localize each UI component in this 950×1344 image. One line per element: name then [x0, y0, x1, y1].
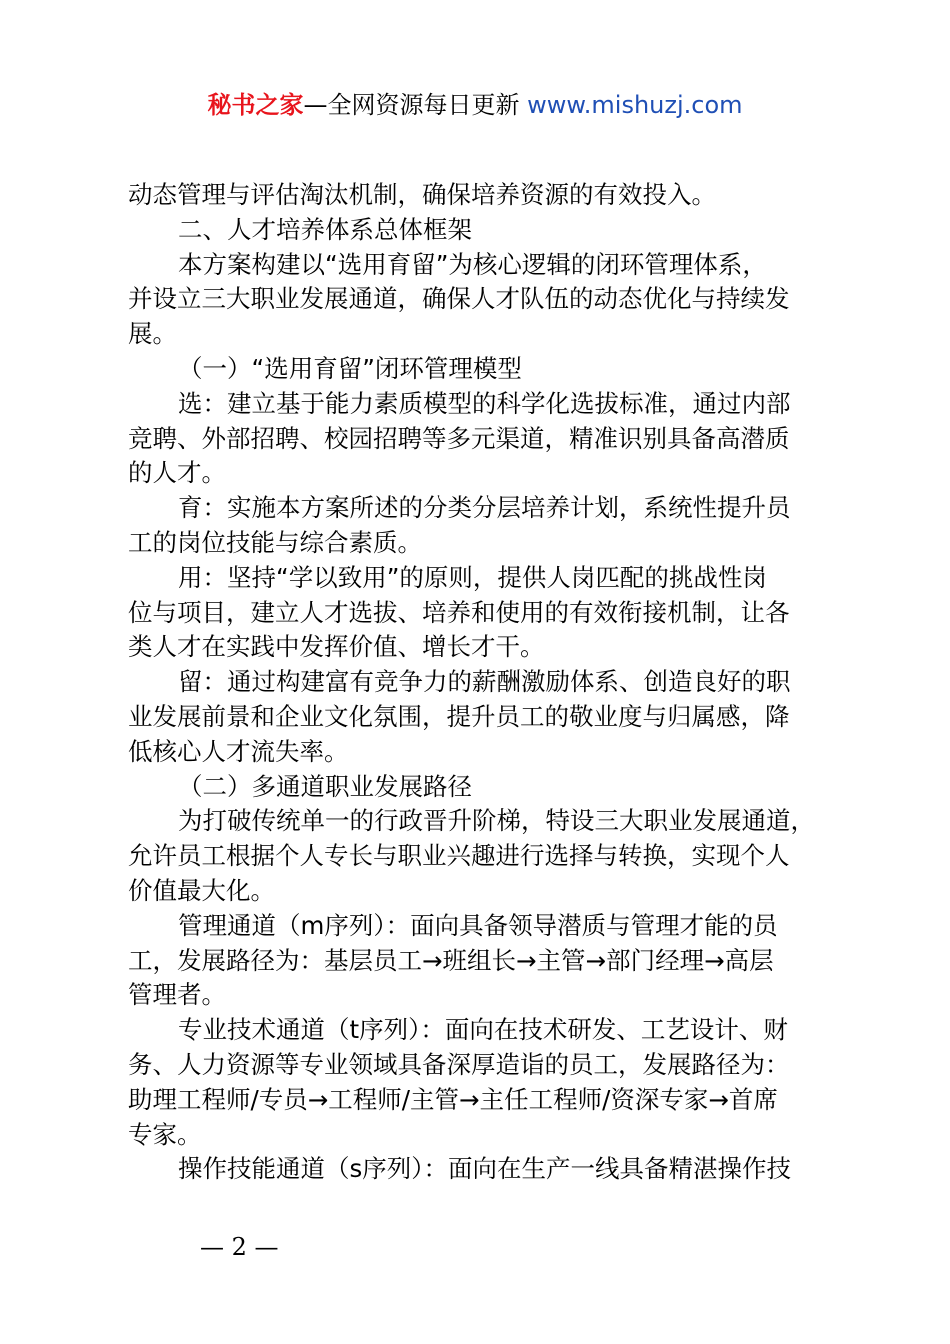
subsection-heading: （一）“选用育留”闭环管理模型	[178, 353, 522, 383]
paragraph-line: 留：通过构建富有竞争力的薪酬激励体系、创造良好的职	[178, 667, 791, 697]
paragraph-line: 价值最大化。	[128, 875, 275, 905]
paragraph-line: 育：实施本方案所述的分类分层培养计划，系统性提升员	[178, 493, 791, 523]
paragraph-line: 并设立三大职业发展通道，确保人才队伍的动态优化与持续发	[128, 284, 790, 314]
paragraph-line: 动态管理与评估淘汰机制，确保培养资源的有效投入。	[128, 180, 716, 209]
paragraph-line: 专家。	[128, 1119, 202, 1149]
paragraph-line: 选：建立基于能力素质模型的科学化选拔标准，通过内部	[178, 388, 791, 418]
paragraph-line: 务、人力资源等专业领域具备深厚造诣的员工，发展路径为：	[128, 1049, 790, 1079]
brand-name: 秘书之家	[207, 91, 304, 119]
site-header	[0, 88, 950, 122]
paragraph-line: 助理工程师/专员→工程师/主管→主任工程师/资深专家→首席	[128, 1084, 778, 1114]
paragraph-line: 展。	[128, 319, 177, 349]
paragraph-line: 的人才。	[128, 458, 226, 488]
page-number: — 2 —	[200, 1233, 279, 1261]
paragraph-line: 本方案构建以“选用育留”为核心逻辑的闭环管理体系，	[178, 249, 767, 279]
paragraph-line: 操作技能通道（s序列）：面向在生产一线具备精湛操作技	[178, 1154, 792, 1184]
header-tagline: —全网资源每日更新	[303, 91, 528, 119]
subsection-heading: （二）多通道职业发展路径	[178, 771, 472, 801]
paragraph-line: 业发展前景和企业文化氛围，提升员工的敬业度与归属感，降	[128, 701, 790, 731]
paragraph-line: 管理通道（m序列）：面向具备领导潜质与管理才能的员	[178, 910, 778, 940]
paragraph-line: 竞聘、外部招聘、校园招聘等多元渠道，精准识别具备高潜质	[128, 423, 790, 453]
paragraph-line: 工的岗位技能与综合素质。	[128, 527, 422, 557]
paragraph-line: 为打破传统单一的行政晋升阶梯，特设三大职业发展通道，	[178, 806, 815, 836]
paragraph-line: 专业技术通道（t序列）：面向在技术研发、工艺设计、财	[178, 1015, 788, 1045]
paragraph-line: 用：坚持“学以致用”的原则，提供人岗匹配的挑战性岗	[178, 562, 767, 592]
paragraph-line: 管理者。	[128, 980, 226, 1010]
section-heading: 二、人才培养体系总体框架	[178, 214, 472, 244]
website-link[interactable]: www.mishuzj.com	[527, 91, 743, 119]
paragraph-line: 类人才在实践中发挥价值、增长才干。	[128, 632, 545, 662]
paragraph-line: 位与项目，建立人才选拔、培养和使用的有效衔接机制，让各	[128, 597, 790, 627]
paragraph-line: 工，发展路径为：基层员工→班组长→主管→部门经理→高层	[128, 945, 774, 975]
document-body	[128, 178, 838, 1187]
paragraph-line: 低核心人才流失率。	[128, 736, 349, 766]
paragraph-line: 允许员工根据个人专长与职业兴趣进行选择与转换，实现个人	[128, 841, 790, 871]
